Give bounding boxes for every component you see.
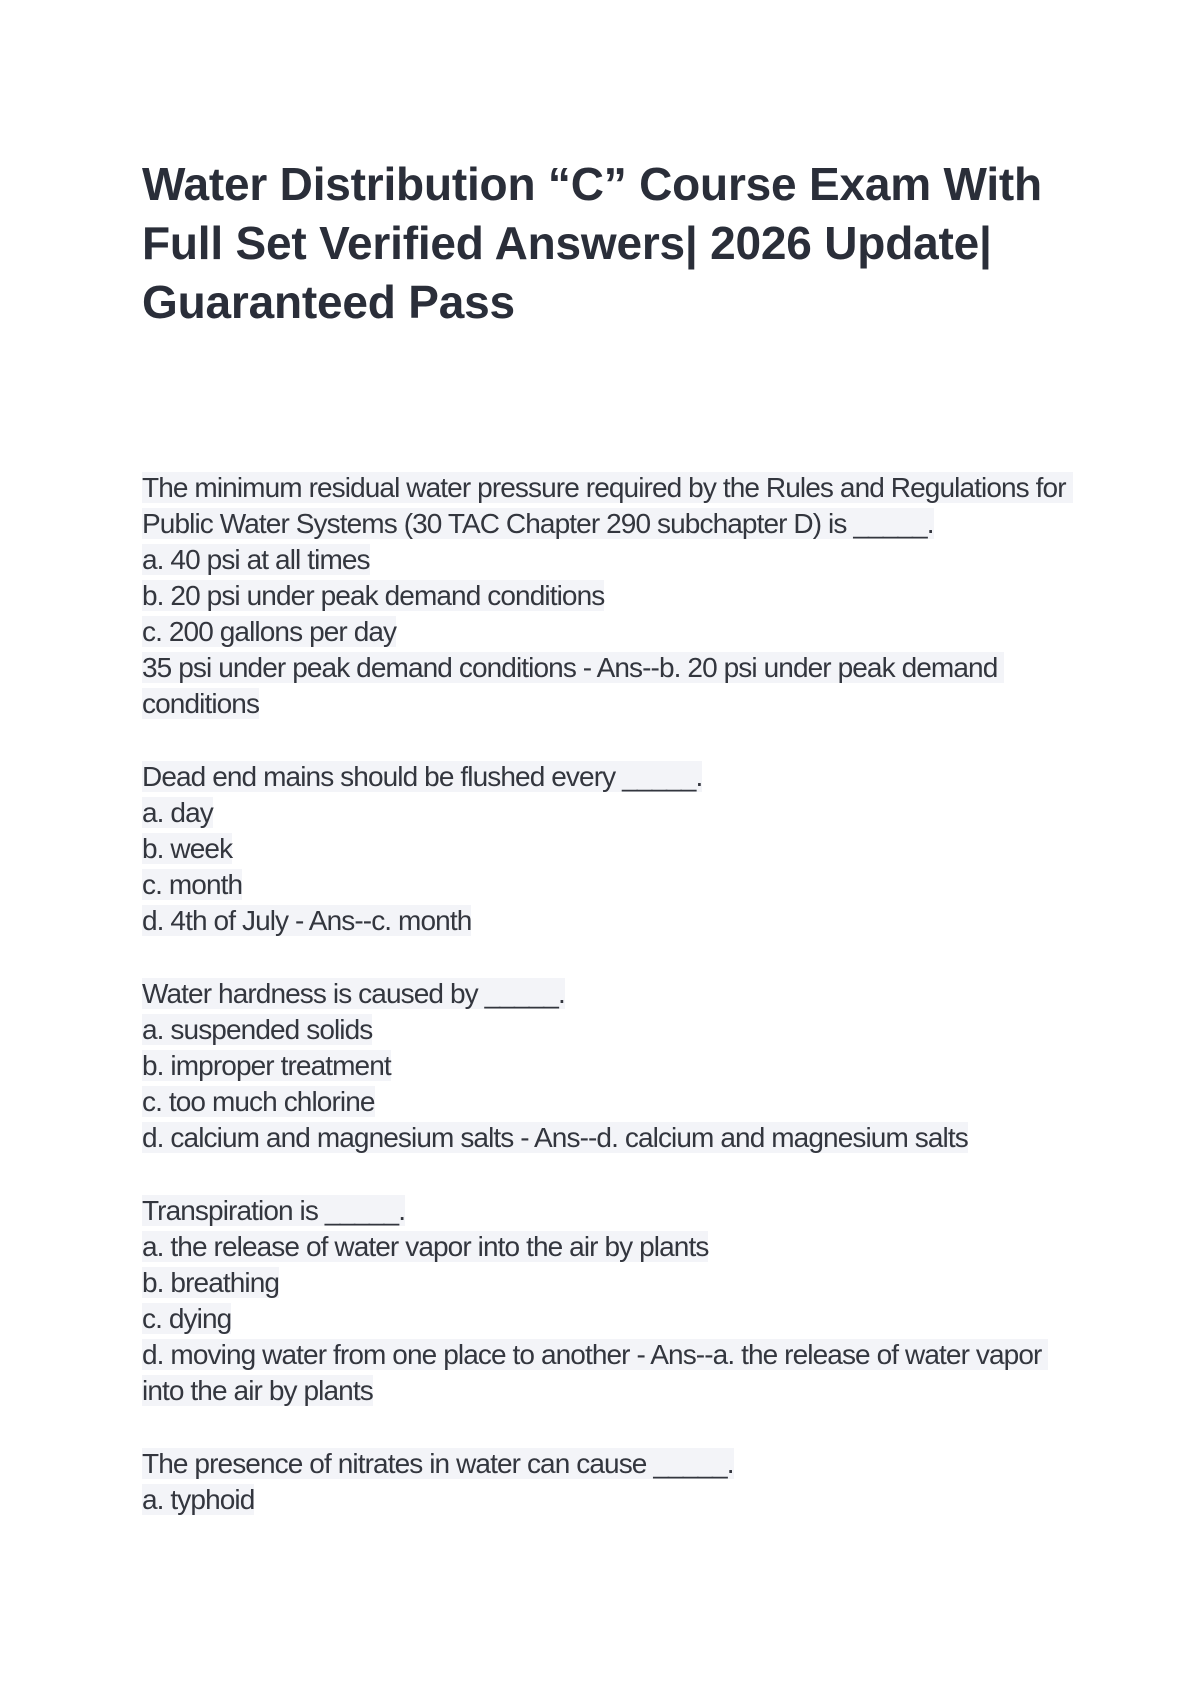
answer-option: c. month <box>142 869 243 900</box>
question-stem: The presence of nitrates in water can cause _____. <box>142 1448 734 1479</box>
answer-option: a. typhoid <box>142 1484 255 1515</box>
question-stem: Transpiration is _____. <box>142 1195 406 1226</box>
answer-option: b. week <box>142 833 233 864</box>
answer-option-with-answer: d. 4th of July - Ans--c. month <box>142 905 472 936</box>
question-5 <box>142 1446 1082 1518</box>
question-4 <box>142 1193 1082 1409</box>
question-3 <box>142 976 1082 1156</box>
answer-option: b. breathing <box>142 1267 280 1298</box>
document-title: Water Distribution “C” Course Exam With Full Set Verified Answers| 2026 Update| Guaranteed Pass <box>142 158 1042 328</box>
answer-option-with-answer: d. moving water from one place to another - Ans--a. the release of water vapor into the air by plants <box>142 1339 1049 1406</box>
answer-option: b. improper treatment <box>142 1050 391 1081</box>
answer-option: c. dying <box>142 1303 232 1334</box>
question-list <box>142 470 1082 1555</box>
answer-option: c. 200 gallons per day <box>142 616 397 647</box>
question-2 <box>142 759 1082 939</box>
answer-option: a. suspended solids <box>142 1014 373 1045</box>
answer-option-with-answer: 35 psi under peak demand conditions - Ans--b. 20 psi under peak demand conditions <box>142 652 1005 719</box>
answer-option: a. the release of water vapor into the air by plants <box>142 1231 709 1262</box>
answer-option: c. too much chlorine <box>142 1086 375 1117</box>
answer-option: a. day <box>142 797 213 828</box>
answer-option: b. 20 psi under peak demand conditions <box>142 580 605 611</box>
question-stem: The minimum residual water pressure required by the Rules and Regulations for Public Water Systems (30 TAC Chapter 290 subchapter D) is _____. <box>142 472 1073 539</box>
answer-option-with-answer: d. calcium and magnesium salts - Ans--d. calcium and magnesium salts <box>142 1122 968 1153</box>
question-stem: Water hardness is caused by _____. <box>142 978 565 1009</box>
question-stem: Dead end mains should be flushed every _____. <box>142 761 703 792</box>
question-1 <box>142 470 1082 722</box>
answer-option: a. 40 psi at all times <box>142 544 370 575</box>
